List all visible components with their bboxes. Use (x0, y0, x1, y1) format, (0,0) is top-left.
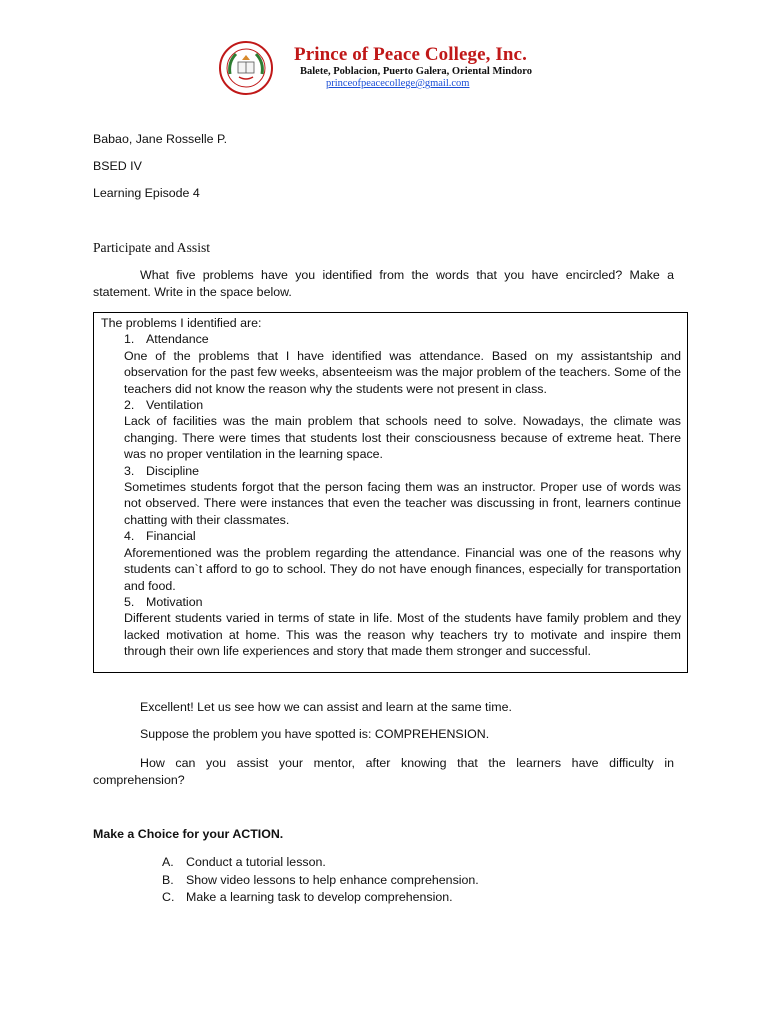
choice-text: Show video lessons to help enhance comprehension. (186, 873, 479, 887)
choice-letter: C. (162, 890, 175, 904)
problem-description: Lack of facilities was the main problem that schools need to solve. Nowadays, the climate was changing. There were times that students lost their consciousness because of extreme heat. There was no proper ventilation in the learning space. (124, 414, 681, 462)
problem-number: 2. (124, 398, 135, 413)
problem-item-title (101, 463, 681, 479)
student-program: BSED IV (93, 159, 142, 173)
problem-title: Discipline (146, 463, 200, 478)
question-text: What five problems have you identified from the words that you have encircled? Make a statement. Write in the space below. (93, 268, 674, 299)
problem-title: Attendance (146, 332, 209, 347)
college-email-link[interactable]: princeofpeacecollege@gmail.com (326, 78, 470, 89)
problem-number: 1. (124, 332, 135, 347)
problem-description: Different students varied in terms of state in life. Most of the students have family problem and they lacked motivation at home. This was the reason why teachers try to motivate and inspire them through their own life experiences and story that made them stronger and successful. (124, 611, 681, 659)
college-name: Prince of Peace College, Inc. (294, 44, 527, 65)
student-name: Babao, Jane Rosselle P. (93, 132, 228, 146)
choice-letter: A. (162, 855, 174, 869)
suppose-text: Suppose the problem you have spotted is: COMPREHENSION. (140, 727, 490, 741)
choice-letter: B. (162, 873, 174, 887)
college-seal-logo (208, 40, 284, 96)
answer-content (101, 315, 681, 660)
problem-number: 4. (124, 529, 135, 544)
choice-option-c (162, 890, 453, 904)
choice-heading: Make a Choice for your ACTION. (93, 827, 284, 841)
excellent-text: Excellent! Let us see how we can assist and learn at the same time. (140, 700, 512, 714)
problem-item-title (101, 331, 681, 347)
problem-description: One of the problems that I have identified was attendance. Based on my assistantship and observation for the past few weeks, absenteeism was the major problem of the teachers. Some of the teachers did not know the reason why the students were not present in class. (124, 348, 681, 396)
problem-title: Financial (146, 529, 196, 544)
how-assist-question: How can you assist your mentor, after knowing that the learners have difficulty in comprehension? (93, 756, 674, 787)
section-heading: Participate and Assist (93, 240, 211, 255)
college-address: Balete, Poblacion, Puerto Galera, Oriental Mindoro (300, 66, 532, 77)
answer-intro: The problems I identified are: (101, 316, 262, 330)
problem-title: Ventilation (146, 398, 204, 413)
problem-number: 3. (124, 463, 135, 478)
choice-text: Conduct a tutorial lesson. (186, 855, 326, 869)
problem-item-title (101, 397, 681, 413)
choice-option-b (162, 873, 479, 887)
choice-text: Make a learning task to develop comprehension. (186, 890, 453, 904)
problem-item-title (101, 528, 681, 544)
learning-episode: Learning Episode 4 (93, 186, 200, 200)
problem-number: 5. (124, 594, 135, 609)
problem-item-title (101, 594, 681, 610)
answer-box (93, 312, 688, 673)
problem-title: Motivation (146, 594, 203, 609)
problem-description: Aforementioned was the problem regarding the attendance. Financial was one of the reasons why students can`t afford to go to school. They do not have enough finances, especially for transportation and food. (124, 545, 681, 593)
choice-option-a (162, 855, 326, 869)
problem-description: Sometimes students forgot that the person facing them was an instructor. Proper use of words was not observed. There were instances that even the teacher was discussing in front, learners continue chatting with their classmates. (124, 480, 681, 527)
